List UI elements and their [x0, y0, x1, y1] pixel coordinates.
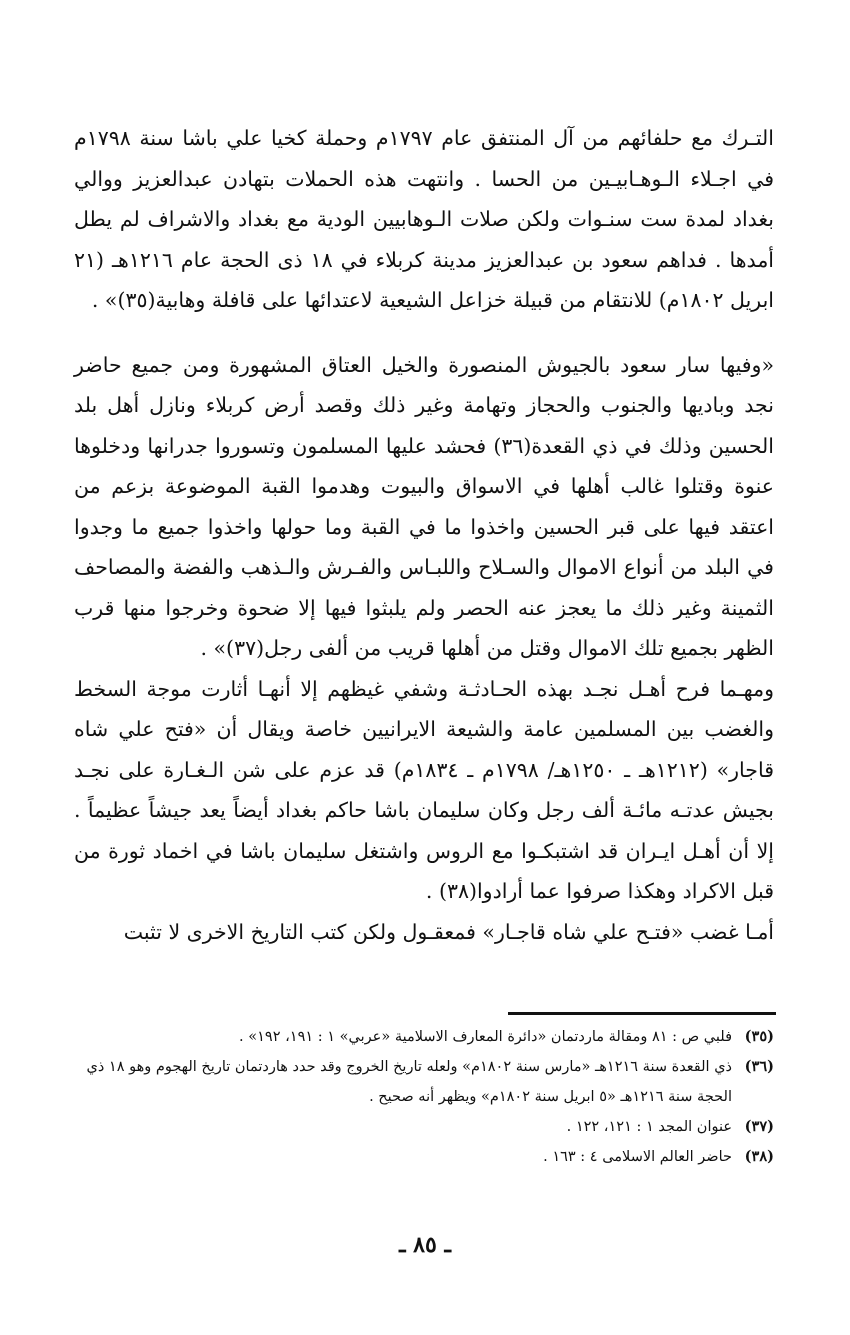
footnote: [74, 1052, 774, 1112]
footnote-number: (٣٧): [744, 1118, 774, 1135]
footnote: [74, 1022, 774, 1052]
page-number: ـ ٨٥ ـ: [399, 1232, 451, 1258]
footnote-text: حاضر العالم الاسلامى ٤ : ١٦٣ .: [543, 1149, 732, 1165]
footnote-divider: [508, 1012, 776, 1015]
footnote-number: (٣٥): [744, 1028, 774, 1045]
footnote-number: (٣٨): [744, 1148, 774, 1165]
footnote: [74, 1112, 774, 1142]
footnote-number: (٣٦): [744, 1058, 774, 1075]
paragraph: التـرك مع حلفائهم من آل المنتفق عام ١٧٩٧م وحملة كخيا علي باشا سنة ١٧٩٨م في اجـلاء الـوهـابيـين من الحسا . وانتهت هذه الحملات بتهادن عبدالعزيز ووالي بغداد لمدة ست سنـوات ولكن صلات الـوهابيين الودية مع بغداد والاشراف لم يطل أمدها . فداهم سعود بن عبدالعزيز مدينة كربلاء في ١٨ ذى الحجة عام ١٢١٦هـ (٢١ ابريل ١٨٠٢م) للانتقام من قبيلة خزاعل الشيعية لاعتدائها على قافلة وهابية(٣٥)» .: [74, 126, 774, 312]
paragraph: أمـا غضب «فتـح علي شاه قاجـار» فمعقـول ولكن كتب التاريخ الاخرى لا تثبت: [123, 919, 774, 944]
footnote-text: فلبي ص : ٨١ ومقالة ماردتمان «دائرة المعارف الاسلامية «عربي» ١ : ١٩١، ١٩٢» .: [239, 1029, 732, 1045]
footnotes: [74, 1022, 774, 1172]
main-text: [74, 118, 774, 952]
quoted-paragraph: «وفيها سار سعود بالجيوش المنصورة والخيل العتاق المشهورة ومن جميع حاضر نجد وباديها والجنوب والحجاز وتهامة وغير ذلك وقصد أرض كربلاء ونازل أهل بلد الحسين وذلك في ذي القعدة(٣٦) فحشد عليها المسلمون وتسوروا جدرانها ودخلوها عنوة وقتلوا غالب أهلها في الاسواق والبيوت وهدموا القبة الموضوعة بزعم من اعتقد فيها على قبر الحسين واخذوا ما في القبة وما حولها واخذوا جميع ما وجدوا في البلد من أنواع الاموال والسـلاح واللبـاس والفـرش والـذهب والفضة والمصاحف الثمينة وغير ذلك ما يعجز عنه الحصر ولم يلبثوا فيها إلا ضحوة وخرجوا منها قرب الظهر بجميع تلك الاموال وقتل من أهلها قريب من ألفى رجل(٣٧)» .: [74, 352, 774, 660]
footnote: [74, 1142, 774, 1172]
footnote-text: ذي القعدة سنة ١٢١٦هـ «مارس سنة ١٨٠٢م» ولعله تاريخ الخروج وقد حدد هاردتمان تاريخ الهجوم وهو ١٨ ذي الحجة سنة ١٢١٦هـ «٥ ابريل سنة ١٨٠٢م» ويظهر أنه صحيح .: [86, 1059, 732, 1105]
paragraph: ومهـما فرح أهـل نجـد بهذه الحـادثـة وشفي غيظهم إلا أنهـا أثارت موجة السخط والغضب بين المسلمين عامة والشيعة الايرانيين خاصة ويقال أن «فتح علي شاه قاجار» (١٢١٢هـ ـ ١٢٥٠هـ/ ١٧٩٨م ـ ١٨٣٤م) قد عزم على شن الـغـارة على نجـد بجيش عدتـه مائـة ألف رجل وكان سليمان باشا حاكم بغداد أيضاً يعد جيشاً عظيماً . إلا أن أهـل ايـران قد اشتبكـوا مع الروس واشتغل سليمان باشا في اخماد ثورة من قبل الاكراد وهكذا صرفوا عما أرادوا(٣٨) .: [74, 676, 775, 903]
footnote-text: عنوان المجد ١ : ١٢١، ١٢٢ .: [566, 1119, 732, 1135]
